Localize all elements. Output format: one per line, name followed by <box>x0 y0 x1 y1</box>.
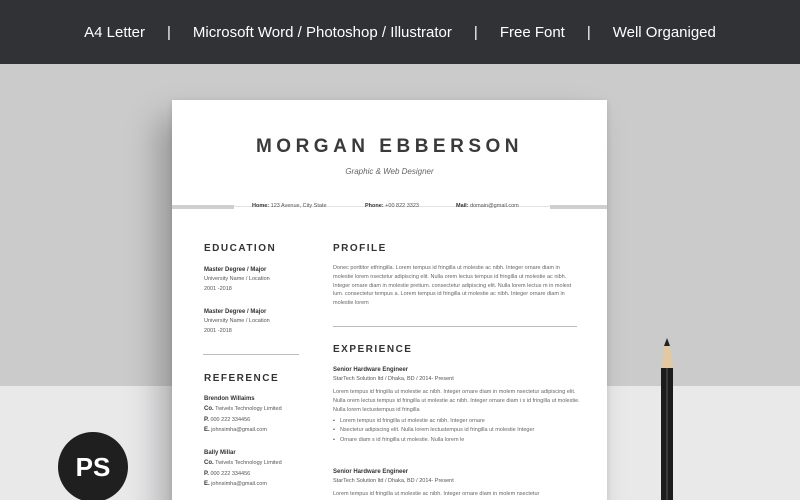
feature-well-organized: Well Organiged <box>612 23 716 41</box>
experience-heading: EXPERIENCE <box>333 344 413 355</box>
feature-free-font: Free Font <box>499 23 565 41</box>
pencil-icon <box>657 338 677 500</box>
feature-software: Microsoft Word / Photoshop / Illustrator <box>192 23 452 41</box>
education-heading: EDUCATION <box>204 243 277 254</box>
job-description: Lorem tempus id fringilla ut molestie ac nibh. Integer ornare diam in molem nsectetur adipiscing elit. Nulla orem lectus tempus id fringilla ut molestie ac nibh. Integer ornare diam i s id fringilla ut molestie. Nulla lorem lectustempus id fringilla <box>333 389 580 413</box>
job-bullet: • Ornare diam s id fringilla ut molestie. Nulla lorem le <box>333 436 534 445</box>
photoshop-badge: PS <box>58 432 128 500</box>
reference-heading: REFERENCE <box>204 373 280 384</box>
resume-job-title: Graphic & Web Designer <box>345 167 434 176</box>
education-entry: Master Degree / Major University Name / Location 2001 -2018 <box>204 309 270 334</box>
job-bullet: • Lorem tempus id fringilla ut molestie ac nibh. Integer ornare <box>333 417 534 426</box>
left-divider <box>203 354 299 355</box>
feature-a4-letter: A4 Letter <box>84 23 145 41</box>
profile-heading: PROFILE <box>333 243 387 254</box>
job-header: Senior Hardware Engineer StarTech Solution ltd / Dhaka, BD / 2014- Present <box>333 367 454 383</box>
top-feature-bar <box>0 0 800 64</box>
right-divider <box>333 326 577 327</box>
separator: | <box>167 23 171 41</box>
contact-bar-left <box>172 205 234 209</box>
job-header: Senior Hardware Engineer StarTech Solution ltd / Dhaka, BD / 2014- Present <box>333 469 454 485</box>
reference-entry: Brendon Willaims Co. Twivels Technology Limited P. 000 222 334456 E. johnsimha@gmail.com <box>204 396 282 434</box>
resume-paper <box>172 100 607 500</box>
contact-mail: Mail: domain@gmail.com <box>456 203 519 209</box>
contact-home: Home: 123 Avenue, City State <box>252 203 327 209</box>
job-bullets <box>333 417 534 445</box>
job-bullet: • Nsectetur adipiscing elit. Nulla lorem lectustempus id fringilla ut molestie Integer <box>333 426 534 435</box>
job-description: Lorem tempus id fringilla ut molestie ac nibh. Integer ornare diam in molem nsectetur <box>333 491 540 497</box>
contact-bar-right <box>550 205 607 209</box>
separator: | <box>473 23 478 41</box>
reference-entry: Bally Millar Co. Twivels Technology Limited P. 000 222 334456 E. johnsimha@gmail.com <box>204 450 282 488</box>
separator: | <box>586 23 591 41</box>
profile-text: Donec porttitor etfringilla. Lorem tempus id fringilla ut molestie ac nibh. Integer ornare diam in molestie lorem nsectetur adipiscing elit. Nulla orem lectus tempus id fringilla ut molestie ac nibh. Integer ornare diam in molestie pretium. consectetur adipiscing elit. Nulla lorem lectus m in molest lum. consectetur tempus a. Lorem tempus id fringilla ut molestie ac nibh. Integer ornare diam in molestie lorem <box>333 265 572 307</box>
resume-name: MORGAN EBBERSON <box>255 136 523 157</box>
contact-phone: Phone: +00 822 3323 <box>365 203 419 209</box>
education-entry: Master Degree / Major University Name / Location 2001 -2018 <box>204 267 270 292</box>
